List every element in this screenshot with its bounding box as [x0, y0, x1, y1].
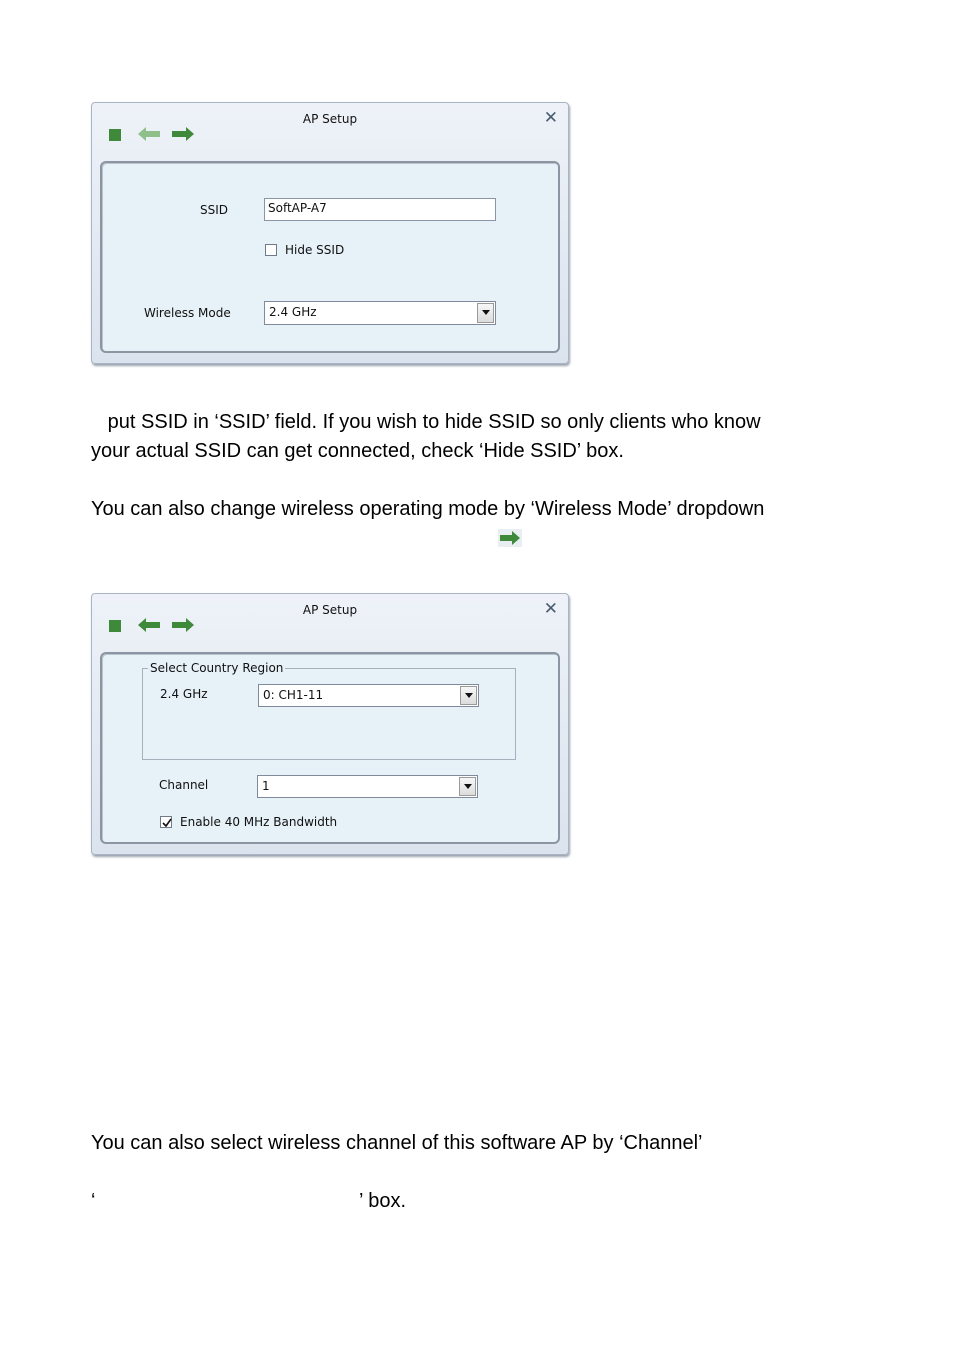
- wireless-mode-value: 2.4 GHz: [269, 305, 317, 319]
- stop-icon[interactable]: [109, 620, 121, 632]
- country-region-value: 0: CH1-11: [263, 688, 324, 702]
- instruction-line-4: You can also select wireless channel of this software AP by ‘Channel’: [91, 1132, 703, 1154]
- hide-ssid-checkbox[interactable]: [265, 244, 277, 256]
- band-label: 2.4 GHz: [160, 687, 208, 701]
- wireless-mode-label: Wireless Mode: [144, 306, 231, 320]
- content-panel: [100, 652, 560, 844]
- instruction-quote-open: ‘: [91, 1190, 96, 1212]
- close-icon[interactable]: ✕: [543, 108, 558, 128]
- ap-setup-dialog-2: [91, 593, 569, 855]
- ap-setup-dialog-1: [91, 102, 569, 364]
- close-icon[interactable]: ✕: [543, 599, 558, 619]
- instruction-line-3: You can also change wireless operating mode by ‘Wireless Mode’ dropdown: [91, 498, 765, 520]
- stop-icon[interactable]: [109, 129, 121, 141]
- channel-value: 1: [262, 779, 270, 793]
- chevron-down-icon[interactable]: [459, 777, 476, 796]
- group-legend: Select Country Region: [150, 661, 284, 675]
- channel-select[interactable]: [257, 775, 478, 798]
- country-region-group: [142, 661, 516, 760]
- forward-arrow-icon[interactable]: [172, 127, 194, 141]
- back-arrow-icon[interactable]: [138, 618, 160, 632]
- forward-arrow-icon: [498, 529, 522, 547]
- ssid-label: SSID: [200, 203, 229, 217]
- instruction-line-2: your actual SSID can get connected, check ‘Hide SSID’ box.: [91, 440, 624, 462]
- dialog-title: AP Setup: [302, 112, 358, 126]
- wireless-mode-select[interactable]: [264, 301, 496, 325]
- checkmark-icon: [161, 817, 173, 829]
- ssid-input[interactable]: SoftAP-A7: [264, 198, 496, 221]
- chevron-down-icon[interactable]: [477, 303, 494, 323]
- bandwidth-label: Enable 40 MHz Bandwidth: [180, 815, 338, 829]
- channel-label: Channel: [159, 778, 209, 792]
- forward-arrow-icon[interactable]: [172, 618, 194, 632]
- dialog-title: AP Setup: [302, 603, 358, 617]
- instruction-line-1: put SSID in ‘SSID’ field. If you wish to hide SSID so only clients who know: [91, 411, 761, 433]
- chevron-down-icon[interactable]: [460, 686, 477, 705]
- hide-ssid-label: Hide SSID: [285, 243, 345, 257]
- content-panel: [100, 161, 560, 353]
- instruction-quote-close: ’ box.: [359, 1190, 407, 1212]
- bandwidth-checkbox[interactable]: [160, 816, 172, 828]
- country-region-select[interactable]: [258, 684, 479, 707]
- back-arrow-icon[interactable]: [138, 127, 160, 141]
